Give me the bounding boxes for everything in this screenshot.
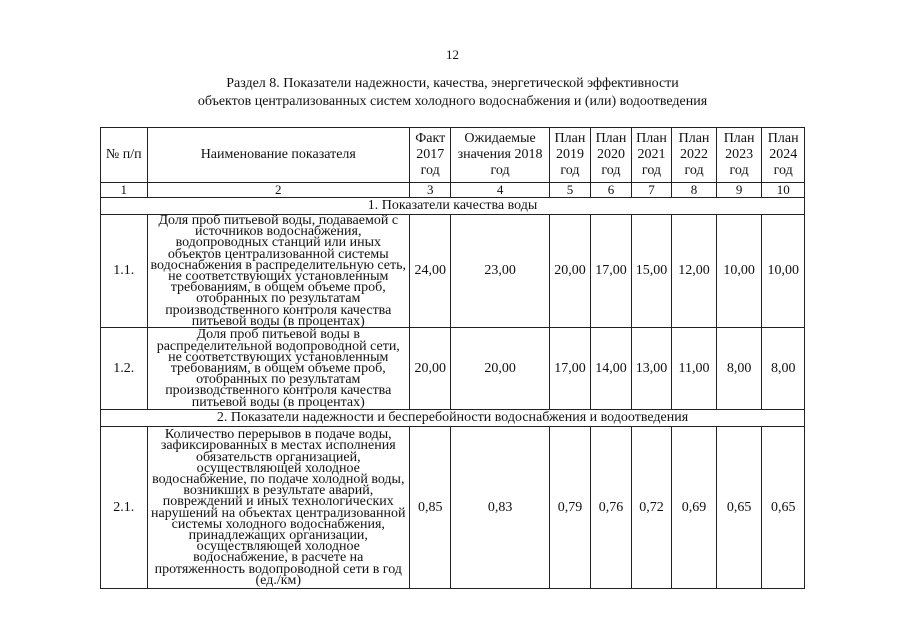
value-plan-2020: 0,76 (591, 427, 632, 589)
section-title (0, 75, 905, 111)
column-number: 5 (549, 183, 591, 198)
value-fact-2017: 20,00 (409, 328, 451, 410)
group-title: 1. Показатели качества воды (101, 198, 805, 215)
value-plan-2023: 0,65 (716, 427, 762, 589)
column-number: 8 (672, 183, 717, 198)
header-row (101, 128, 805, 183)
column-number: 1 (101, 183, 148, 198)
header-plan-2020: План 2020 год (591, 128, 632, 183)
row-number: 2.1. (101, 427, 148, 589)
group-row-water-quality (101, 198, 805, 215)
indicator-name: Доля проб питьевой воды, подаваемой с источников водоснабжения, водопроводных станций или иных объектов централизованной системы водоснабжения в распределительную сеть, не соответствующих установленным требованиям, в общем объеме проб, отобранных по результатам производственного контроля качества питьевой воды (в процентах) (147, 215, 409, 328)
section-title-line-1: Раздел 8. Показатели надежности, качества, энергетической эффективности (226, 76, 679, 91)
indicator-name: Доля проб питьевой воды в распределительной водопроводной сети, не соответствующих установленным требованиям, в общем объеме проб, отобранных по результатам производственного контроля качества питьевой воды (в процентах) (147, 328, 409, 410)
value-expected-2018: 20,00 (451, 328, 549, 410)
value-plan-2024: 8,00 (762, 328, 805, 410)
value-plan-2019: 20,00 (549, 215, 591, 328)
header-plan-2022: План 2022 год (672, 128, 717, 183)
section-title-line-2: объектов централизованных систем холодного водоснабжения и (или) водоотведения (197, 94, 708, 109)
value-plan-2023: 8,00 (716, 328, 762, 410)
value-plan-2021: 0,72 (631, 427, 672, 589)
value-fact-2017: 24,00 (409, 215, 451, 328)
value-expected-2018: 23,00 (451, 215, 549, 328)
column-number: 4 (451, 183, 549, 198)
value-plan-2023: 10,00 (716, 215, 762, 328)
table-row (101, 427, 805, 589)
group-title: 2. Показатели надежности и бесперебойности водоснабжения и водоотведения (101, 410, 805, 427)
row-number: 1.1. (101, 215, 148, 328)
value-plan-2020: 14,00 (591, 328, 632, 410)
header-num: № п/п (101, 128, 148, 183)
page-number: 12 (446, 47, 459, 62)
table-row (101, 215, 805, 328)
indicators-table (100, 127, 805, 589)
value-plan-2019: 17,00 (549, 328, 591, 410)
indicator-name: Количество перерывов в подаче воды, зафиксированных в местах исполнения обязательств организацией, осуществляющей холодное водоснабжение, по подаче холодной воды, возникших в результате аварий, повреждений и иных технологических нарушений на объектах централизованной системы холодного водоснабжения, принадлежащих организации, осуществляющей холодное водоснабжение, в расчете на протяженность водопроводной сети в год (ед./км) (147, 427, 409, 589)
table-row (101, 328, 805, 410)
column-number: 2 (147, 183, 409, 198)
value-plan-2024: 10,00 (762, 215, 805, 328)
column-number: 10 (762, 183, 805, 198)
column-number: 7 (631, 183, 672, 198)
header-expected-2018: Ожидаемые значения 2018 год (451, 128, 549, 183)
header-plan-2023: План 2023 год (716, 128, 762, 183)
header-plan-2021: План 2021 год (631, 128, 672, 183)
value-plan-2024: 0,65 (762, 427, 805, 589)
column-number: 9 (716, 183, 762, 198)
group-row-reliability (101, 410, 805, 427)
header-name: Наименование показателя (147, 128, 409, 183)
column-number-row (101, 183, 805, 198)
value-plan-2021: 13,00 (631, 328, 672, 410)
value-plan-2022: 11,00 (672, 328, 717, 410)
column-number: 6 (591, 183, 632, 198)
value-plan-2020: 17,00 (591, 215, 632, 328)
header-fact-2017: Факт 2017 год (409, 128, 451, 183)
value-fact-2017: 0,85 (409, 427, 451, 589)
value-expected-2018: 0,83 (451, 427, 549, 589)
value-plan-2022: 12,00 (672, 215, 717, 328)
header-plan-2024: План 2024 год (762, 128, 805, 183)
row-number: 1.2. (101, 328, 148, 410)
header-plan-2019: План 2019 год (549, 128, 591, 183)
value-plan-2022: 0,69 (672, 427, 717, 589)
column-number: 3 (409, 183, 451, 198)
value-plan-2021: 15,00 (631, 215, 672, 328)
value-plan-2019: 0,79 (549, 427, 591, 589)
